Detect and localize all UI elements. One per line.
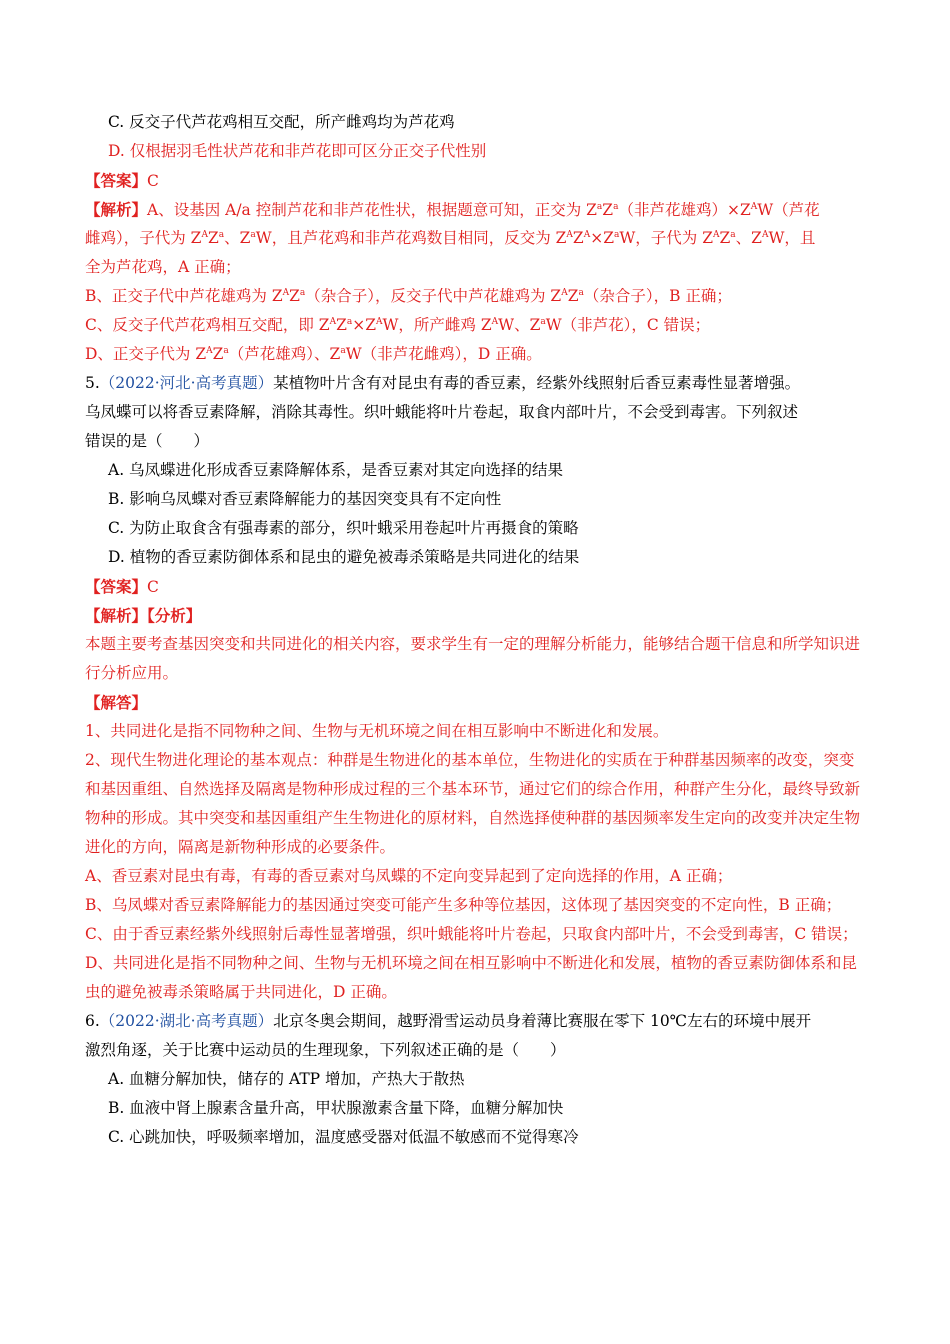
q5-solution-b: B、乌凤蝶对香豆素降解能力的基因通过突变可能产生多种等位基因，这体现了基因突变的不定向性，B 正确； <box>85 896 842 914</box>
document-page <box>85 108 867 1152</box>
question-source: （2022·河北·高考真题） <box>99 374 274 392</box>
q4-analysis-a-line3: 全为芦花鸡，A 正确； <box>85 258 241 276</box>
q4-analysis-c: C、反交子代芦花鸡相互交配，即 $Z^AZ^a\times Z^AW$，所产雌鸡 $Z^AW$、$Z^aW$（非芦花），C 错误； <box>85 316 711 334</box>
q5-analysis-intro: 本题主要考查基因突变和共同进化的相关内容，要求学生有一定的理解分析能力，能够结合题干信息和所学知识进行分析应用。 <box>85 635 861 682</box>
q5-stem-line1: 5.（2022·河北·高考真题）某植物叶片含有对昆虫有毒的香豆素，经紫外线照射后香豆素毒性显著增强。 <box>85 374 801 392</box>
q4-option-c: C. 反交子代芦花鸡相互交配，所产雌鸡均为芦花鸡 <box>108 113 455 131</box>
question-number: 6. <box>85 1012 100 1030</box>
q5-answer: 【答案】C <box>85 577 159 596</box>
q5-point-1: 1、共同进化是指不同物种之间、生物与无机环境之间在相互影响中不断进化和发展。 <box>85 722 669 740</box>
answer-label: 【答案】 <box>85 577 148 596</box>
question-source: （2022·湖北·高考真题） <box>99 1012 274 1030</box>
q5-stem-line2: 乌凤蝶可以将香豆素降解，消除其毒性。织叶蛾能将叶片卷起，取食内部叶片，不会受到毒害。下列叙述 <box>85 403 799 421</box>
q6-option-c: C. 心跳加快，呼吸频率增加，温度感受器对低温不敏感而不觉得寒冷 <box>108 1128 579 1146</box>
q6-stem-line1: 6.（2022·湖北·高考真题）北京冬奥会期间，越野滑雪运动员身着薄比赛服在零下 10℃左右的环境中展开 <box>85 1012 812 1030</box>
q4-analysis-d: D、正交子代为 $Z^AZ^a$（芦花雄鸡）、$Z^aW$（非芦花雌鸡），D 正确。 <box>85 345 542 363</box>
q4-analysis-b: B、正交子代中芦花雄鸡为 $Z^AZ^a$（杂合子），反交子代中芦花雄鸡为 $Z^AZ^a$（杂合子），B 正确； <box>85 287 732 305</box>
answer-label: 【答案】 <box>85 171 148 190</box>
analysis-label: 【解析】 <box>85 200 148 219</box>
q4-analysis-a-line1: 【解析】A、设基因 A/a 控制芦花和非芦花性状，根据题意可知，正交为 $Z^aZ^a$（非芦花雄鸡）$\times Z^AW$（芦花 <box>85 200 820 219</box>
q4-option-d: D. 仅根据羽毛性状芦花和非芦花即可区分正交子代性别 <box>108 142 487 160</box>
q5-solution-label: 【解答】 <box>85 693 148 712</box>
q5-solution-a: A、香豆素对昆虫有毒，有毒的香豆素对乌凤蝶的不定向变异起到了定向选择的作用，A 正确； <box>85 867 733 885</box>
q6-stem-line2: 激烈角逐，关于比赛中运动员的生理现象，下列叙述正确的是（ ） <box>85 1041 566 1059</box>
q4-analysis-a-line2: 雌鸡），子代为 $Z^AZ^a$、$Z^aW$，且芦花鸡和非芦花鸡数目相同，反交为 $Z^AZ^A\times Z^aW$，子代为 $Z^AZ^a$、$Z^AW$，且 <box>85 229 816 247</box>
q6-option-b: B. 血液中肾上腺素含量升高，甲状腺激素含量下降，血糖分解加快 <box>108 1099 564 1117</box>
q5-point-2: 2、现代生物进化理论的基本观点：种群是生物进化的基本单位，生物进化的实质在于种群基因频率的改变，突变和基因重组、自然选择及隔离是物种形成过程的三个基本环节，通过它们的综合作用，种群产生分化，最终导致新物种的形成。其中突变和基因重组产生生物进化的原材料，自然选择使种群的基因频率发生定向的改变并决定生物进化的方向，隔离是新物种形成的必要条件。 <box>85 751 861 856</box>
q5-solution-c: C、由于香豆素经紫外线照射后毒性显著增强，织叶蛾能将叶片卷起，只取食内部叶片，不会受到毒害，C 错误； <box>85 925 858 943</box>
q6-option-a: A. 血糖分解加快，储存的 ATP 增加，产热大于散热 <box>108 1070 465 1088</box>
q4-answer: 【答案】C <box>85 171 159 190</box>
q5-stem-line3: 错误的是（ ） <box>85 432 210 450</box>
q5-option-d: D. 植物的香豆素防御体系和昆虫的避免被毒杀策略是共同进化的结果 <box>108 548 580 566</box>
q5-option-c: C. 为防止取食含有强毒素的部分，织叶蛾采用卷起叶片再摄食的策略 <box>108 519 579 537</box>
q5-option-a: A. 乌凤蝶进化形成香豆素降解体系，是香豆素对其定向选择的结果 <box>108 461 564 479</box>
q5-analysis-label: 【解析】【分析】 <box>85 606 202 625</box>
q5-solution-d: D、共同进化是指不同物种之间、生物与无机环境之间在相互影响中不断进化和发展，植物的香豆素防御体系和昆虫的避免被毒杀策略属于共同进化，D 正确。 <box>85 954 857 1001</box>
question-number: 5. <box>85 374 100 392</box>
q5-option-b: B. 影响乌凤蝶对香豆素降解能力的基因突变具有不定向性 <box>108 490 502 508</box>
